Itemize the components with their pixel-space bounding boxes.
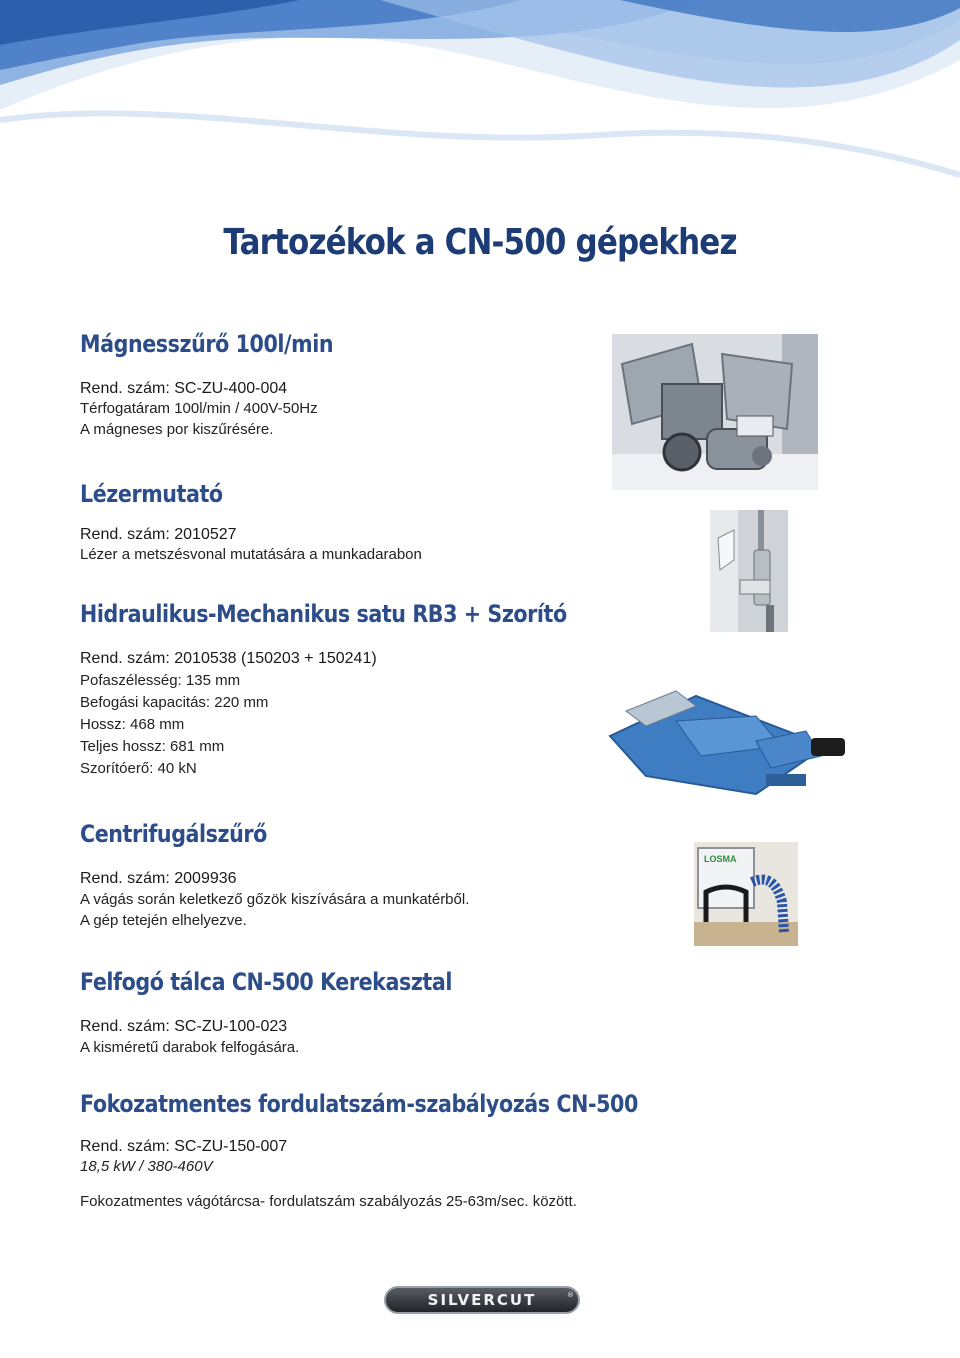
spec-line: Fokozatmentes vágótárcsa- fordulatszám szabályozás 25-63m/sec. között. [80,1193,577,1210]
logo-text: SILVERCUT [427,1291,537,1309]
section-heading: Fokozatmentes fordulatszám-szabályozás CN-500 [80,1090,638,1118]
spec-line: A mágneses por kiszűrésére. [80,421,274,438]
silvercut-logo [384,1286,580,1314]
logo-registered-mark: ® [567,1291,574,1299]
spec-line: Pofaszélesség: 135 mm [80,672,241,689]
spec-line: Hossz: 468 mm [80,716,185,733]
section-speed-control [80,1090,729,1210]
order-number: Rend. szám: 2010527 [80,526,237,543]
spec-line: A gép tetején elhelyezve. [80,912,247,929]
spec-line: Lézer a metszésvonal mutatására a munkadarabon [80,546,422,563]
magnetic-filter-photo [612,334,818,490]
order-number: Rend. szám: 2009936 [80,870,237,887]
hydraulic-vice-photo [606,686,850,800]
order-number: Rend. szám: SC-ZU-100-023 [80,1018,288,1035]
order-number: Rend. szám: SC-ZU-400-004 [80,380,288,397]
spec-line: Teljes hossz: 681 mm [80,738,225,755]
section-hydraulic-vice [80,600,646,777]
section-centrifugal-filter [80,820,469,929]
section-catch-tray [80,968,513,1056]
losma-label: LOSMA [704,854,737,864]
centrifugal-filter-photo [694,842,798,946]
section-magnetic-filter [80,330,374,438]
section-laser-pointer [80,480,422,563]
spec-line: A vágás során keletkező gőzök kiszívására a munkatérből. [80,891,470,908]
section-heading: Mágnesszűrő 100l/min [80,330,334,358]
section-heading: Felfogó tálca CN-500 Kerekasztal [80,968,452,996]
spec-line: Befogási kapacitás: 220 mm [80,694,269,711]
spec-line: Szorítóerő: 40 kN [80,760,197,777]
spec-line: A kisméretű darabok felfogására. [80,1039,300,1056]
section-heading: Centrifugálszűrő [80,820,267,848]
spec-line: 18,5 kW / 380-460V [80,1158,213,1175]
section-heading: Lézermutató [80,480,223,508]
section-heading: Hidraulikus-Mechanikus satu RB3 + Szorító [80,600,567,628]
order-number: Rend. szám: SC-ZU-150-007 [80,1138,288,1155]
header-wave-decoration [0,0,960,230]
order-number: Rend. szám: 2010538 (150203 + 150241) [80,650,377,667]
laser-pointer-photo [710,510,788,632]
page-title: Tartozékok a CN-500 gépekhez [223,222,737,263]
spec-line: Térfogatáram 100l/min / 400V-50Hz [80,400,318,417]
